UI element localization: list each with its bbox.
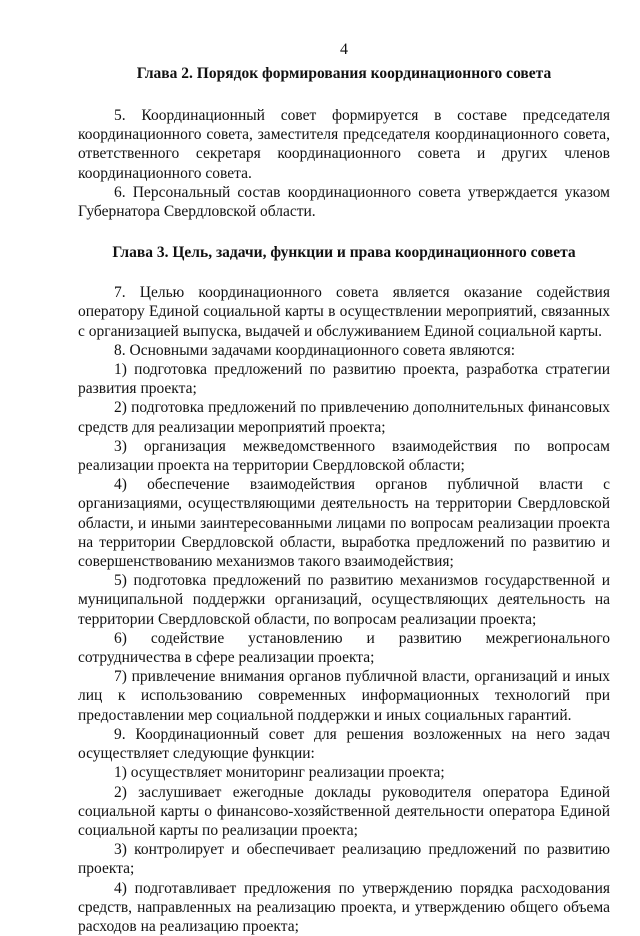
paragraph: 6. Персональный состав координационного совета утверждается указом Губернатора Свердловской области.: [78, 183, 610, 221]
paragraph: 5. Координационный совет формируется в составе председателя координационного совета, заместителя председателя координационного совета, ответственного секретаря координационного совета и других членов координационного совета.: [78, 107, 610, 182]
list-item: 4) обеспечение взаимодействия органов публичной власти с организациями, осуществляющими деятельность на территории Свердловской области, и иными заинтересованными лицами по вопросам реализации проекта на территории Свердловской области, выработка предложений по развитию и совершенствованию механизмов такого взаимодействия;: [78, 476, 610, 571]
document-page: [78, 40, 610, 936]
paragraph: 9. Координационный совет для решения возложенных на него задач осуществляет следующие функции:: [78, 725, 610, 763]
list-item: 6) содействие установлению и развитию межрегионального сотрудничества в сфере реализации проекта;: [78, 629, 610, 667]
list-item: 4) подготавливает предложения по утверждению порядка расходования средств, направленных на реализацию проекта, и утверждению общего объема расходов на реализацию проекта;: [78, 879, 610, 935]
chapter-2-body: [78, 106, 610, 221]
list-item: 2) подготовка предложений по привлечению дополнительных финансовых средств для реализации мероприятий проекта;: [78, 399, 610, 436]
chapter-2-title: Глава 2. Порядок формирования координационного совета: [136, 65, 552, 82]
list-item: 5) подготовка предложений по развитию механизмов государственной и муниципальной поддержки организаций, осуществляющих деятельность на территории Свердловской области, по вопросам реализации проекта;: [78, 572, 610, 628]
list-item: 2) заслушивает ежегодные доклады руководителя оператора Единой социальной карты о финансово-хозяйственной деятельности оператора Единой социальной карты по реализации проекта;: [78, 783, 610, 839]
list-item: 7) привлечение внимания органов публичной власти, организаций и иных лиц к использованию современных информационных технологий при предоставлении мер социальной поддержки и иных социальных гарантий.: [78, 668, 610, 724]
chapter-3-body: [78, 283, 610, 936]
paragraph: 7. Целью координационного совета является оказание содействия оператору Единой социальной карты в осуществлении мероприятий, связанных с организацией выпуска, выдачей и обслуживанием Единой социальной карты.: [78, 284, 610, 340]
list-item: 1) осуществляет мониторинг реализации проекта;: [114, 764, 445, 782]
list-item: 1) подготовка предложений по развитию проекта, разработка стратегии развития проекта;: [78, 361, 610, 398]
chapter-3-title: Глава 3. Цель, задачи, функции и права координационного совета: [112, 244, 576, 262]
page-number: 4: [340, 41, 348, 58]
paragraph: 8. Основными задачами координационного совета являются:: [114, 341, 516, 359]
list-item: 3) контролирует и обеспечивает реализацию предложений по развитию проекта;: [78, 841, 610, 878]
list-item: 3) организация межведомственного взаимодействия по вопросам реализации проекта на территории Свердловской области;: [78, 437, 610, 475]
